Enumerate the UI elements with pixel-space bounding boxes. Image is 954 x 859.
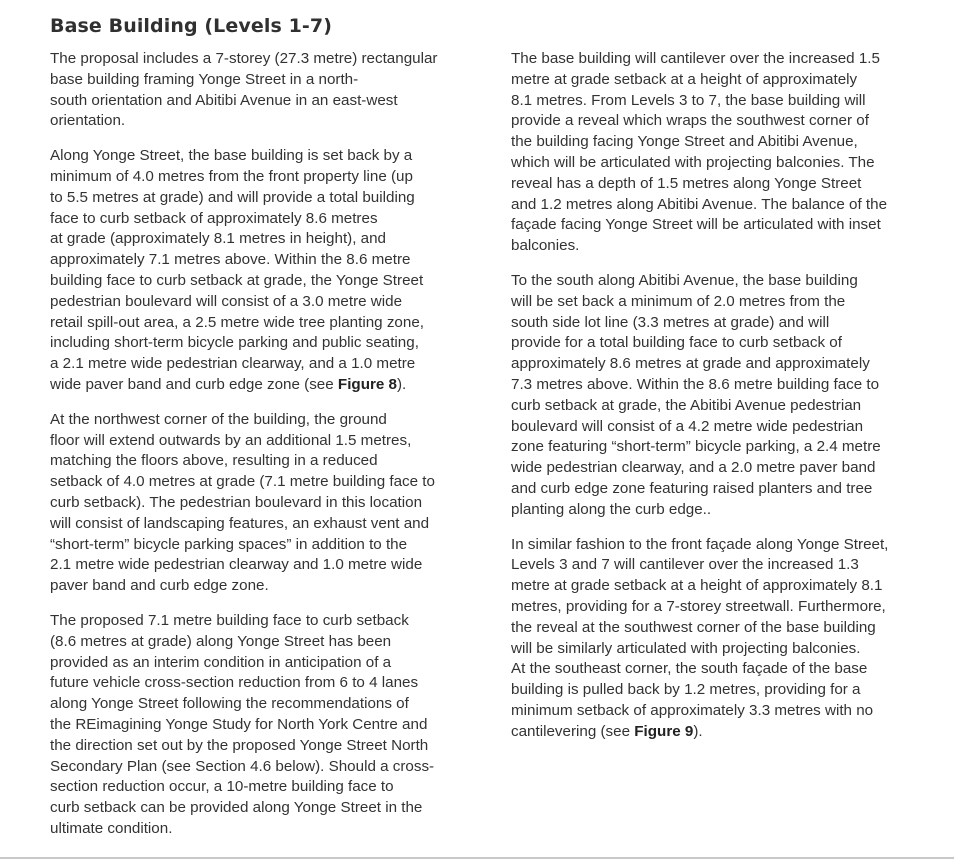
text-line: Levels 3 and 7 will cantilever over the increased 1.3 [511, 556, 859, 574]
text-line: provided as an interim condition in anticipation of a [50, 653, 392, 671]
paragraph-base-building-intro [50, 49, 495, 132]
text-line: pedestrian boulevard will consist of a 3.0 metre wide [50, 292, 403, 310]
paragraph-northwest-corner [50, 410, 495, 597]
text-line: façade facing Yonge Street will be articulated with inset [511, 216, 881, 234]
text-line: setback of 4.0 metres at grade (7.1 metre building face to [50, 473, 435, 491]
text-line: approximately 8.6 metres at grade and approximately [511, 355, 870, 373]
text-line: matching the floors above, resulting in a reduced [50, 452, 378, 470]
text-line: zone featuring “short-term” bicycle parking, a 2.4 metre [511, 438, 881, 456]
left-column [50, 49, 495, 854]
text-line: minimum of 4.0 metres from the front property line (up [50, 167, 413, 185]
text-line: balconies. [511, 237, 580, 255]
text-line: will be similarly articulated with projecting balconies. [511, 639, 861, 657]
figure-9-reference: Figure 9 [634, 722, 694, 740]
paragraph-southeast-corner [511, 535, 951, 743]
text-line: face to curb setback of approximately 8.6 metres [50, 209, 378, 227]
text-run: ). [693, 722, 703, 740]
text-line: 2.1 metre wide pedestrian clearway and 1.0 metre wide [50, 556, 423, 574]
text-line: 8.1 metres. From Levels 3 to 7, the base building will [511, 91, 866, 109]
text-line: metres, providing for a 7-storey streetwall. Furthermore, [511, 597, 886, 615]
text-line: Along Yonge Street, the base building is set back by a [50, 147, 413, 165]
text-line: curb setback at grade, the Abitibi Avenue pedestrian [511, 396, 862, 414]
text-line: at grade (approximately 8.1 metres in height), and [50, 230, 386, 248]
text-line: to 5.5 metres at grade) and will provide a total building [50, 188, 415, 206]
text-line: At the southeast corner, the south façade of the base [511, 660, 868, 678]
text-line: metre at grade setback at a height of approximately 8.1 [511, 577, 883, 595]
text-line: building is pulled back by 1.2 metres, providing for a [511, 681, 861, 699]
text-run: ). [397, 375, 407, 393]
text-line: the reveal at the southwest corner of the base building [511, 618, 876, 636]
text-line: 7.3 metres above. Within the 8.6 metre building face to [511, 375, 880, 393]
text-line: approximately 7.1 metres above. Within the 8.6 metre [50, 251, 411, 269]
text-line: building face to curb setback at grade, the Yonge Street [50, 271, 424, 289]
paragraph-abitibi-avenue-setback [511, 271, 951, 521]
text-line: wide pedestrian clearway, and a 2.0 metre paver band [511, 459, 876, 477]
text-line [50, 375, 495, 396]
paragraph-yonge-street-setback [50, 146, 495, 396]
text-line: will consist of landscaping features, an exhaust vent and [50, 514, 430, 532]
text-line: the building facing Yonge Street and Abitibi Avenue, [511, 133, 858, 151]
text-line: and 1.2 metres along Abitibi Avenue. The balance of the [511, 195, 888, 213]
text-line: along Yonge Street following the recommendations of [50, 695, 409, 713]
text-line: south orientation and Abitibi Avenue in an east-west [50, 91, 398, 109]
text-line: a 2.1 metre wide pedestrian clearway, and a 1.0 metre [50, 355, 416, 373]
text-line: orientation. [50, 112, 126, 130]
text-line: curb setback can be provided along Yonge Street in the [50, 799, 423, 817]
text-line: section reduction occur, a 10-metre building face to [50, 778, 394, 796]
text-line: At the northwest corner of the building, the ground [50, 410, 387, 428]
text-line: will be set back a minimum of 2.0 metres from the [511, 292, 846, 310]
text-line: planting along the curb edge.. [511, 500, 712, 518]
text-line: minimum setback of approximately 3.3 metres with no [511, 701, 874, 719]
text-run: wide paver band and curb edge zone (see [50, 375, 338, 393]
text-line: To the south along Abitibi Avenue, the base building [511, 271, 858, 289]
text-line: reveal has a depth of 1.5 metres along Yonge Street [511, 174, 862, 192]
text-line: future vehicle cross-section reduction from 6 to 4 lanes [50, 674, 419, 692]
text-line: including short-term bicycle parking and public seating, [50, 334, 419, 352]
text-line [511, 722, 951, 743]
text-line: (8.6 metres at grade) along Yonge Street has been [50, 632, 392, 650]
text-line: “short-term” bicycle parking spaces” in addition to the [50, 535, 408, 553]
text-line: In similar fashion to the front façade along Yonge Street, [511, 535, 889, 553]
text-line: Secondary Plan (see Section 4.6 below). Should a cross- [50, 757, 435, 775]
text-line: provide a reveal which wraps the southwest corner of [511, 112, 869, 130]
text-line: The proposed 7.1 metre building face to curb setback [50, 611, 409, 629]
text-line: curb setback). The pedestrian boulevard in this location [50, 493, 423, 511]
figure-8-reference: Figure 8 [337, 375, 397, 393]
text-line: floor will extend outwards by an additional 1.5 metres, [50, 431, 412, 449]
text-line: ultimate condition. [50, 819, 173, 837]
text-line: south side lot line (3.3 metres at grade) and will [511, 313, 830, 331]
right-column [511, 49, 951, 757]
text-line: provide for a total building face to curb setback of [511, 334, 842, 352]
text-line: the direction set out by the proposed Yonge Street North [50, 736, 429, 754]
text-line: base building framing Yonge Street in a north- [50, 70, 359, 88]
text-line: which will be articulated with projecting balconies. The [511, 153, 875, 171]
paragraph-interim-condition [50, 611, 495, 840]
text-line: the REimagining Yonge Study for North York Centre and [50, 715, 428, 733]
text-line: paver band and curb edge zone. [50, 577, 269, 595]
section-heading: Base Building (Levels 1-7) [50, 15, 332, 37]
text-line: The proposal includes a 7-storey (27.3 metre) rectangular [50, 50, 438, 67]
text-line: boulevard will consist of a 4.2 metre wide pedestrian [511, 417, 864, 435]
text-line: metre at grade setback at a height of approximately [511, 70, 858, 88]
text-run: cantilevering (see [511, 722, 635, 740]
paragraph-cantilever-reveal [511, 49, 951, 257]
text-line: retail spill-out area, a 2.5 metre wide tree planting zone, [50, 313, 424, 331]
text-line: and curb edge zone featuring raised planters and tree [511, 479, 873, 497]
text-line: The base building will cantilever over the increased 1.5 [511, 50, 880, 67]
